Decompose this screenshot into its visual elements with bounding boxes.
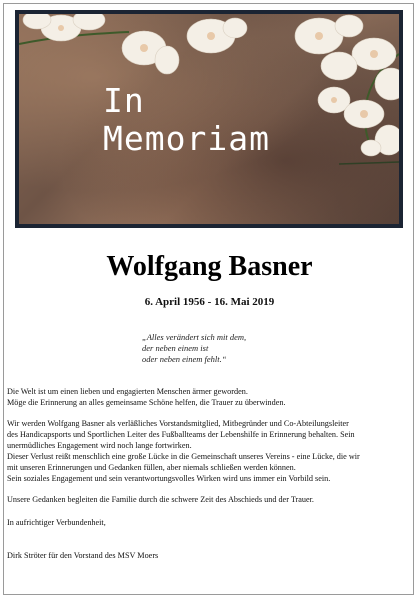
text-line: des Handicapsports und Sportlichen Leiter des Fußballteams der Lebenshilfe in Erinnerung behalten. Sein xyxy=(7,430,355,439)
memorial-quote xyxy=(142,332,246,365)
signature-line: Dirk Ströter für den Vorstand des MSV Moers xyxy=(7,551,159,560)
obituary-text xyxy=(7,386,415,561)
text-line: Sein soziales Engagement und sein verantwortungsvolles Wirken wird uns immer ein Vorbild sein. xyxy=(7,474,331,483)
banner-title-line-2: Memoriam xyxy=(103,119,270,158)
banner-image xyxy=(19,14,399,224)
text-line: Unsere Gedanken begleiten die Familie durch die schwere Zeit des Abschieds und der Trauer. xyxy=(7,495,314,504)
text-line: Die Welt ist um einen lieben und engagierten Menschen ärmer geworden. xyxy=(7,387,248,396)
quote-line-3: oder neben einem fehlt.“ xyxy=(142,354,227,364)
text-line: In aufrichtiger Verbundenheit, xyxy=(7,518,106,527)
quote-line-1: „Alles verändert sich mit dem, xyxy=(142,332,247,342)
text-line: unermüdliches Engagement wird noch lange fortwirken. xyxy=(7,441,192,450)
banner-title-line-1: In xyxy=(103,81,145,120)
banner-title xyxy=(103,82,270,158)
life-dates: 6. April 1956 - 16. Mai 2019 xyxy=(144,296,275,308)
quote-line-2: der neben einem ist xyxy=(142,343,209,353)
text-line: Möge die Erinnerung an alles gemeinsame Schöne helfen, die Trauer zu überwinden. xyxy=(7,398,286,407)
text-line: Dieser Verlust reißt menschlich eine große Lücke in die Gemeinschaft unseres Vereins - eine Lücke, die wir xyxy=(7,452,360,461)
text-line: mit unseren Erinnerungen und Gedanken füllen, aber niemals schließen werden können. xyxy=(7,463,296,472)
text-line: Wir werden Wolfgang Basner als verläßliches Vorstandsmitglied, Mitbegründer und Co-Abteilungsleiter xyxy=(7,419,349,428)
memorial-banner xyxy=(15,10,403,228)
deceased-name: Wolfgang Basner xyxy=(106,251,313,282)
